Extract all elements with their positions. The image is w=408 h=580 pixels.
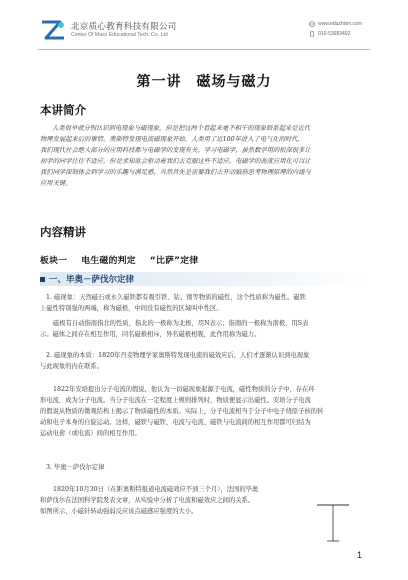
intro-paragraph bbox=[40, 123, 370, 189]
square-bullet-icon bbox=[40, 277, 45, 282]
header-divider bbox=[38, 49, 370, 50]
website-link[interactable]: www.eduzhixin.com bbox=[318, 21, 362, 27]
phone-icon bbox=[309, 31, 315, 37]
company-name-en: Center Of Mass Educational Tech. Co. Ltd bbox=[71, 32, 168, 38]
block-title bbox=[40, 253, 212, 266]
intro-line: 应用关键。 bbox=[40, 180, 72, 187]
page-number: 1 bbox=[356, 550, 362, 560]
paragraph-biot-savart: 1820年10月30日（在距奥斯特报道电流磁效应不到三个月），法国的毕奥 和萨伐尔在法国科学院发表文章，从实验中分析了电流和磁效应之间的关系。 如图所示，小磁针转动强弱反应该点磁感应强度的大小。 bbox=[40, 486, 259, 515]
intro-line: 初学的同学往往不适应，但是求知欲会驱动着我们去克服这些不适应。电磁学的高度应用化可以让 bbox=[40, 158, 311, 165]
intro-line: 我们现代社会绝大部分的应用科技都与电磁学的发现有关。学习电磁学，虽然数学用的很深很多让 bbox=[40, 147, 311, 154]
block-law: “比萨”定律 bbox=[149, 256, 199, 266]
page-header bbox=[0, 0, 408, 54]
intro-line: 我们同学深刻体会到学习的乐趣与满足感，当然首先是需要我们去开动脑筋思考物理原理的内涵与 bbox=[40, 169, 311, 176]
content-heading: 内容精讲 bbox=[40, 225, 86, 239]
wire-compass-diagram bbox=[313, 497, 353, 547]
block-label: 板块一 bbox=[40, 256, 68, 266]
phone-number: 010-53683402 bbox=[318, 31, 351, 37]
paragraph-ampere: 1822年安培提出分子电流的假说，他认为一切磁现象起源于电流，磁性物质的分子中，存在环 形电流，成为分子电流。当分子电流在一定程度上规则排列时，物质便显示出磁性。安培分子电流 的假说从物质的微观结构上揭示了物质磁性的本质。实际上，分子电流相当于分子中电子绕原子核的转 动和电子本身的自旋运动。这样，磁铁与磁铁、电流与电流、磁铁与电流间的相互作用都可归结为 运动电荷（或电流）间的相互作用。 bbox=[40, 386, 324, 437]
globe-icon bbox=[309, 21, 315, 27]
intro-heading: 本讲简介 bbox=[40, 103, 86, 117]
lecture-title: 第一讲 磁场与磁力 bbox=[136, 74, 272, 90]
contact-info bbox=[309, 21, 362, 41]
intro-line: 物理发展起来后的事情。奥斯特发现电流磁现象开始，人类用了近100年进入了电气化的时代， bbox=[40, 136, 304, 143]
paragraph-essence: 2. 磁现象的本质：1820年丹麦物理学家奥斯特发现电流的磁效应后，人们才逐渐认识到电现象 与此现象的内在联系。 bbox=[40, 352, 310, 370]
subsection-title: 一、毕奥－萨伐尔定律 bbox=[40, 273, 134, 285]
law-title: 3. 毕奥－萨伐尔定律 bbox=[46, 464, 105, 471]
company-logo-icon bbox=[40, 19, 66, 41]
paragraph-poles: 磁极有自动指南指北的性质，指北的一极称为北极，用N表示；指南的一极称为南极，用S表 示。磁体之间存在相互作用，同名磁极相斥，异名磁极相吸，此作用称为磁力。 bbox=[40, 320, 309, 338]
paragraph-magnetism: 1. 磁现象：天然磁石或永久磁铁都有吸引铁、钴、镍等物质的磁性，这个性质称为磁性。磁铁 上磁性特别强的两端，称为磁极，中间没有磁性的区域叫中性区。 bbox=[40, 294, 306, 312]
block-name: 电生磁的判定 bbox=[81, 256, 136, 266]
company-name-cn: 北京质心教育科技有限公司 bbox=[71, 22, 177, 32]
intro-line: 人类很早就分别认识到电现象与磁现象，但是把这两个看起来毫不相干的现象联系起来是近代 bbox=[52, 125, 311, 132]
